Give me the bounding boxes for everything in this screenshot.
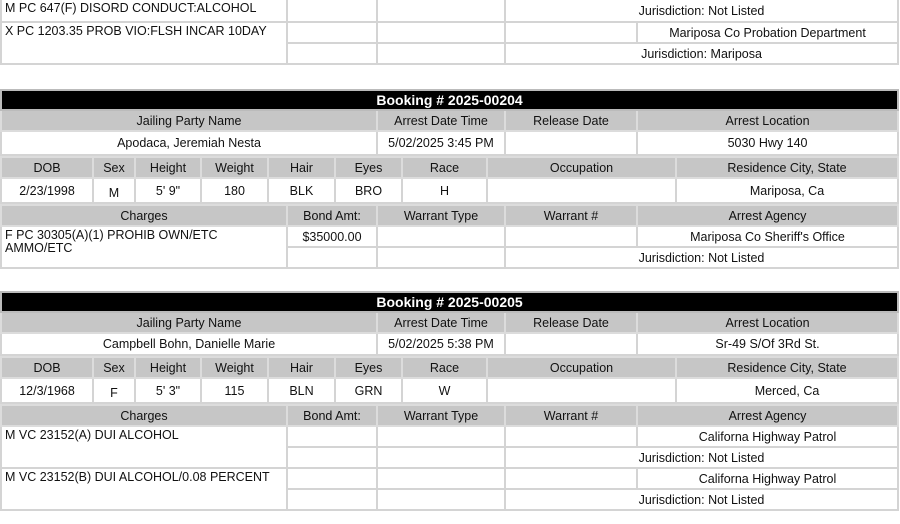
booking-header-table: [0, 291, 899, 356]
occupation-header: Occupation: [487, 157, 676, 178]
warrant-type-header: Warrant Type: [377, 205, 505, 226]
charge-row: [1, 22, 898, 43]
warrant-number: [505, 468, 637, 489]
charge-text: F PC 30305(A)(1) PROHIB OWN/ETC AMMO/ETC: [1, 226, 287, 268]
warrant-number-header: Warrant #: [505, 405, 637, 426]
jurisdiction: Jurisdiction: Not Listed: [505, 447, 898, 468]
empty-cell: [377, 247, 505, 268]
residence-header: Residence City, State: [676, 157, 898, 178]
charge-row: [1, 0, 898, 22]
charge-row: [1, 468, 898, 489]
arrest-agency: Mariposa Co Sheriff's Office: [637, 226, 898, 247]
empty-cell: [287, 489, 377, 510]
jurisdiction: Jurisdiction: Mariposa: [505, 43, 898, 64]
empty-cell: [287, 247, 377, 268]
warrant-type-header: Warrant Type: [377, 405, 505, 426]
charge-text: M PC 647(F) DISORD CONDUCT:ALCOHOL: [1, 0, 287, 22]
dob: 2/23/1998: [1, 178, 93, 203]
residence-header: Residence City, State: [676, 357, 898, 378]
arrest-date-time-header: Arrest Date Time: [377, 312, 505, 333]
bond-amount: [287, 468, 377, 489]
bond-amt-header: Bond Amt:: [287, 205, 377, 226]
jurisdiction: Jurisdiction: Not Listed: [505, 489, 898, 510]
empty-cell: [377, 489, 505, 510]
charges-header: Charges: [1, 405, 287, 426]
occupation: [487, 378, 676, 403]
hair-header: Hair: [268, 157, 335, 178]
warrant-type: [377, 468, 505, 489]
booking-physical-table: [0, 156, 899, 204]
hair: BLK: [268, 178, 335, 203]
warrant-type: [377, 0, 505, 22]
charge-text: X PC 1203.35 PROB VIO:FLSH INCAR 10DAY: [1, 22, 287, 64]
arrest-agency: Californa Highway Patrol: [637, 426, 898, 447]
arrest-date-time: 5/02/2025 3:45 PM: [377, 131, 505, 155]
warrant-type: [377, 426, 505, 447]
charge-row: [1, 226, 898, 247]
residence: Mariposa, Ca: [676, 178, 898, 203]
bond-amount: [287, 0, 377, 22]
race: W: [402, 378, 487, 403]
dob-header: DOB: [1, 157, 93, 178]
jailing-party-name-header: Jailing Party Name: [1, 312, 377, 333]
release-date-header: Release Date: [505, 312, 637, 333]
occupation: [487, 178, 676, 203]
booking-physical-table: [0, 356, 899, 404]
height: 5' 3": [135, 378, 201, 403]
residence: Merced, Ca: [676, 378, 898, 403]
sex: M: [93, 178, 135, 203]
bond-amount: $35000.00: [287, 226, 377, 247]
charges-header: Charges: [1, 205, 287, 226]
weight-header: Weight: [201, 157, 268, 178]
release-date-header: Release Date: [505, 110, 637, 131]
jailing-party-name: Apodaca, Jeremiah Nesta: [1, 131, 377, 155]
eyes: BRO: [335, 178, 402, 203]
race-header: Race: [402, 157, 487, 178]
release-date: [505, 131, 637, 155]
empty-cell: [287, 43, 377, 64]
arrest-location-header: Arrest Location: [637, 110, 898, 131]
warrant-number-header: Warrant #: [505, 205, 637, 226]
bond-amount: [287, 22, 377, 43]
warrant-number: [505, 226, 637, 247]
booking-charges-table: [0, 204, 899, 269]
sex-header: Sex: [93, 157, 135, 178]
warrant-number: [505, 426, 637, 447]
hair: BLN: [268, 378, 335, 403]
booking-card: [0, 89, 897, 269]
jurisdiction: Jurisdiction: Not Listed: [505, 247, 898, 268]
height: 5' 9": [135, 178, 201, 203]
warrant-type: [377, 22, 505, 43]
charge-text: M VC 23152(B) DUI ALCOHOL/0.08 PERCENT: [1, 468, 287, 510]
sex-header: Sex: [93, 357, 135, 378]
race: H: [402, 178, 487, 203]
dob-header: DOB: [1, 357, 93, 378]
warrant-number: [505, 22, 637, 43]
eyes: GRN: [335, 378, 402, 403]
prev-booking-charges-table: [0, 0, 899, 65]
arrest-agency: Californa Highway Patrol: [637, 468, 898, 489]
booking-number-title: Booking # 2025-00205: [1, 292, 898, 312]
arrest-location: Sr-49 S/Of 3Rd St.: [637, 333, 898, 355]
booking-number-title: Booking # 2025-00204: [1, 90, 898, 110]
jailing-party-name-header: Jailing Party Name: [1, 110, 377, 131]
dob: 12/3/1968: [1, 378, 93, 403]
arrest-agency-header: Arrest Agency: [637, 405, 898, 426]
empty-cell: [287, 447, 377, 468]
eyes-header: Eyes: [335, 357, 402, 378]
warrant-type: [377, 226, 505, 247]
charge-row: [1, 426, 898, 447]
arrest-agency: Mariposa Co Probation Department: [637, 22, 898, 43]
booking-charges-table: [0, 404, 899, 511]
race-header: Race: [402, 357, 487, 378]
booking-card: [0, 291, 897, 511]
release-date: [505, 333, 637, 355]
empty-cell: [377, 447, 505, 468]
sex: F: [93, 378, 135, 403]
eyes-header: Eyes: [335, 157, 402, 178]
hair-header: Hair: [268, 357, 335, 378]
booking-header-table: [0, 89, 899, 156]
arrest-date-time: 5/02/2025 5:38 PM: [377, 333, 505, 355]
jurisdiction: Jurisdiction: Not Listed: [505, 0, 898, 22]
bond-amt-header: Bond Amt:: [287, 405, 377, 426]
height-header: Height: [135, 357, 201, 378]
charge-text: M VC 23152(A) DUI ALCOHOL: [1, 426, 287, 468]
weight: 115: [201, 378, 268, 403]
arrest-date-time-header: Arrest Date Time: [377, 110, 505, 131]
weight: 180: [201, 178, 268, 203]
arrest-location-header: Arrest Location: [637, 312, 898, 333]
arrest-location: 5030 Hwy 140: [637, 131, 898, 155]
weight-header: Weight: [201, 357, 268, 378]
bond-amount: [287, 426, 377, 447]
jailing-party-name: Campbell Bohn, Danielle Marie: [1, 333, 377, 355]
empty-cell: [377, 43, 505, 64]
occupation-header: Occupation: [487, 357, 676, 378]
arrest-agency-header: Arrest Agency: [637, 205, 898, 226]
height-header: Height: [135, 157, 201, 178]
